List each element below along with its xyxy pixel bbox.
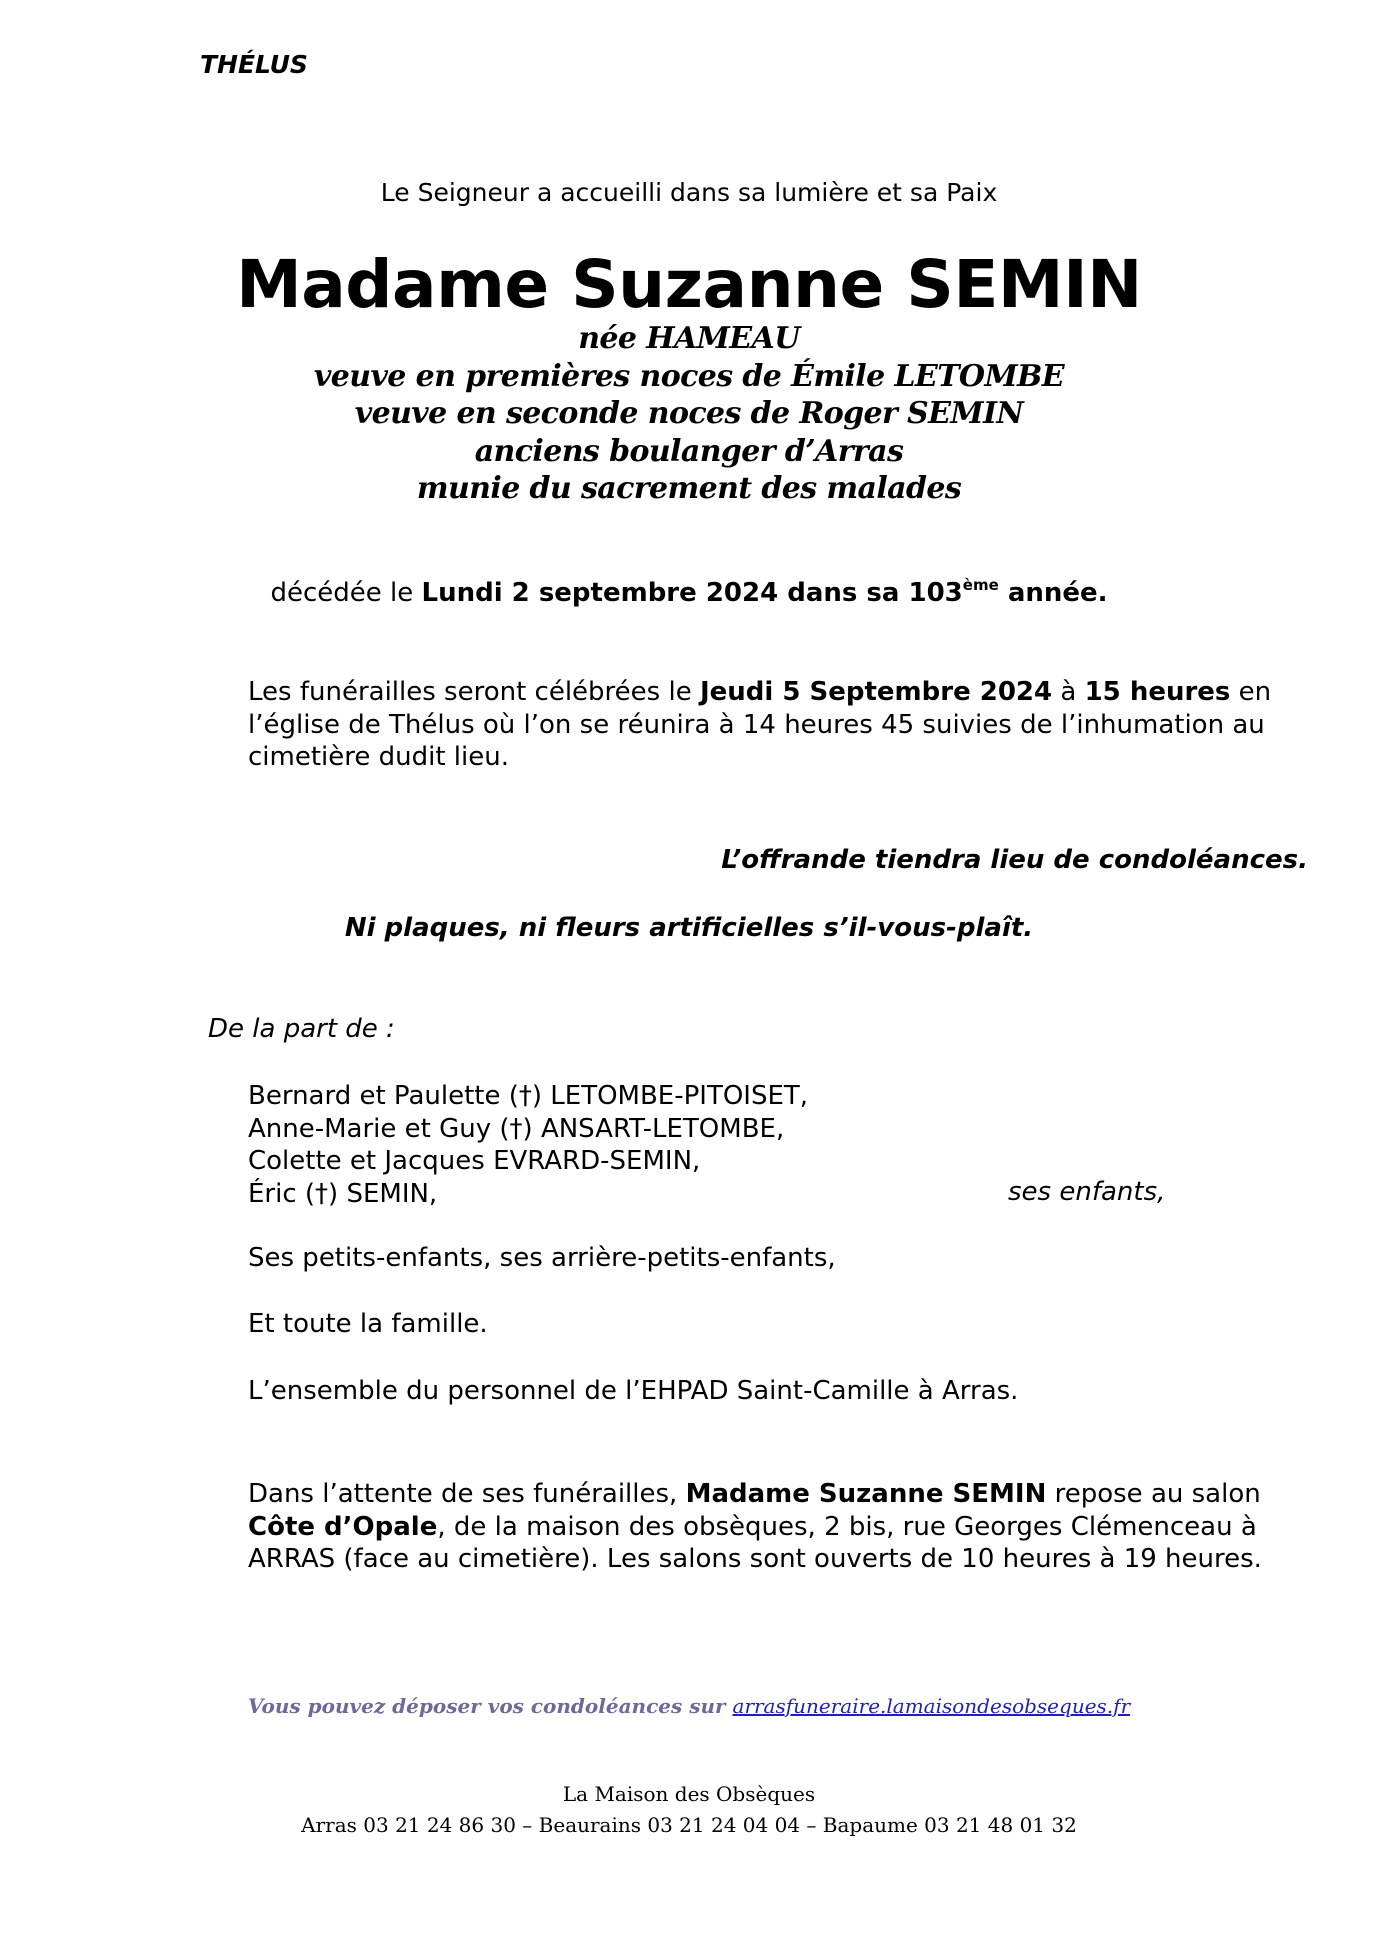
viewing-line-3: ARRAS (face au cimetière). Les salons sont ouverts de 10 heures à 19 heures. bbox=[248, 1544, 1262, 1574]
death-suffix: année. bbox=[998, 578, 1108, 608]
child-3: Colette et Jacques EVRARD-SEMIN, bbox=[248, 1146, 701, 1176]
second-marriage: veuve en seconde noces de Roger SEMIN bbox=[354, 396, 1024, 431]
death-date-line bbox=[0, 578, 1378, 608]
child-2: Anne-Marie et Guy (†) ANSART-LETOMBE, bbox=[248, 1113, 785, 1144]
staff-line: L’ensemble du personnel de l’EHPAD Saint-Camille à Arras. bbox=[248, 1376, 1019, 1406]
offering-note: L’offrande tiendra lieu de condoléances. bbox=[721, 845, 1308, 875]
child-1: Bernard et Paulette (†) LETOMBE-PITOISET, bbox=[248, 1081, 809, 1111]
sacrament: munie du sacrement des malades bbox=[416, 471, 962, 506]
children-role: ses enfants, bbox=[1008, 1177, 1166, 1207]
viewing-line-1 bbox=[248, 1478, 1298, 1511]
viewing-text-a: Dans l’attente de ses funérailles, bbox=[248, 1479, 686, 1509]
no-flowers-note: Ni plaques, ni fleurs artificielles s’il-vous-plaît. bbox=[344, 913, 1034, 943]
death-ordinal-sup: ème bbox=[962, 576, 999, 594]
occupation: anciens boulanger d’Arras bbox=[474, 433, 904, 469]
condolences-text: Vous pouvez déposer vos condoléances sur bbox=[247, 1694, 733, 1718]
condolences-link[interactable]: arrasfuneraire.lamaisondesobseques.fr bbox=[732, 1694, 1131, 1718]
viewing-name: Madame Suzanne SEMIN bbox=[685, 1479, 1047, 1509]
viewing-paragraph bbox=[248, 1478, 1298, 1576]
death-prefix: décédée le bbox=[270, 578, 422, 608]
funeral-line-3: cimetière dudit lieu. bbox=[248, 742, 509, 772]
viewing-address: , de la maison des obsèques, 2 bis, rue Georges Clémenceau à bbox=[437, 1511, 1257, 1542]
funeral-date: Jeudi 5 Septembre 2024 bbox=[699, 677, 1053, 707]
salon-name: Côte d’Opale bbox=[248, 1511, 438, 1542]
condolences-line bbox=[0, 1694, 1378, 1718]
funeral-paragraph bbox=[248, 676, 1272, 774]
viewing-line-2 bbox=[248, 1511, 1298, 1544]
family-line: Et toute la famille. bbox=[248, 1309, 488, 1339]
funeral-text-c: en bbox=[1230, 677, 1272, 707]
footer bbox=[0, 1779, 1378, 1841]
child-4: Éric (†) SEMIN, bbox=[248, 1178, 438, 1209]
company-name: La Maison des Obsèques bbox=[562, 1782, 816, 1806]
funeral-text-a: Les funérailles seront célébrées le bbox=[248, 677, 700, 707]
viewing-text-b: repose au salon bbox=[1046, 1479, 1261, 1509]
maiden-name: née HAMEAU bbox=[578, 321, 800, 356]
company-phones: Arras 03 21 24 86 30 – Beaurains 03 21 24 04 04 – Bapaume 03 21 48 01 32 bbox=[301, 1813, 1077, 1837]
from-label: De la part de : bbox=[208, 1014, 395, 1044]
funeral-line-2: l’église de Thélus où l’on se réunira à 14 heures 45 suivies de l’inhumation au bbox=[248, 709, 1265, 740]
death-date: Lundi 2 septembre 2024 dans sa 103 bbox=[421, 578, 963, 608]
subtitles bbox=[0, 320, 1378, 508]
intro-text: Le Seigneur a accueilli dans sa lumière et sa Paix bbox=[380, 178, 998, 207]
deceased-name: Madame Suzanne SEMIN bbox=[236, 246, 1142, 323]
children-list bbox=[248, 1080, 808, 1210]
first-marriage: veuve en premières noces de Émile LETOMBE bbox=[313, 358, 1065, 394]
grandchildren-line: Ses petits-enfants, ses arrière-petits-enfants, bbox=[248, 1243, 836, 1273]
funeral-text-b: à bbox=[1052, 677, 1085, 707]
funeral-time: 15 heures bbox=[1084, 677, 1231, 707]
funeral-line-1 bbox=[248, 676, 1272, 709]
town-name: THÉLUS bbox=[200, 50, 308, 79]
